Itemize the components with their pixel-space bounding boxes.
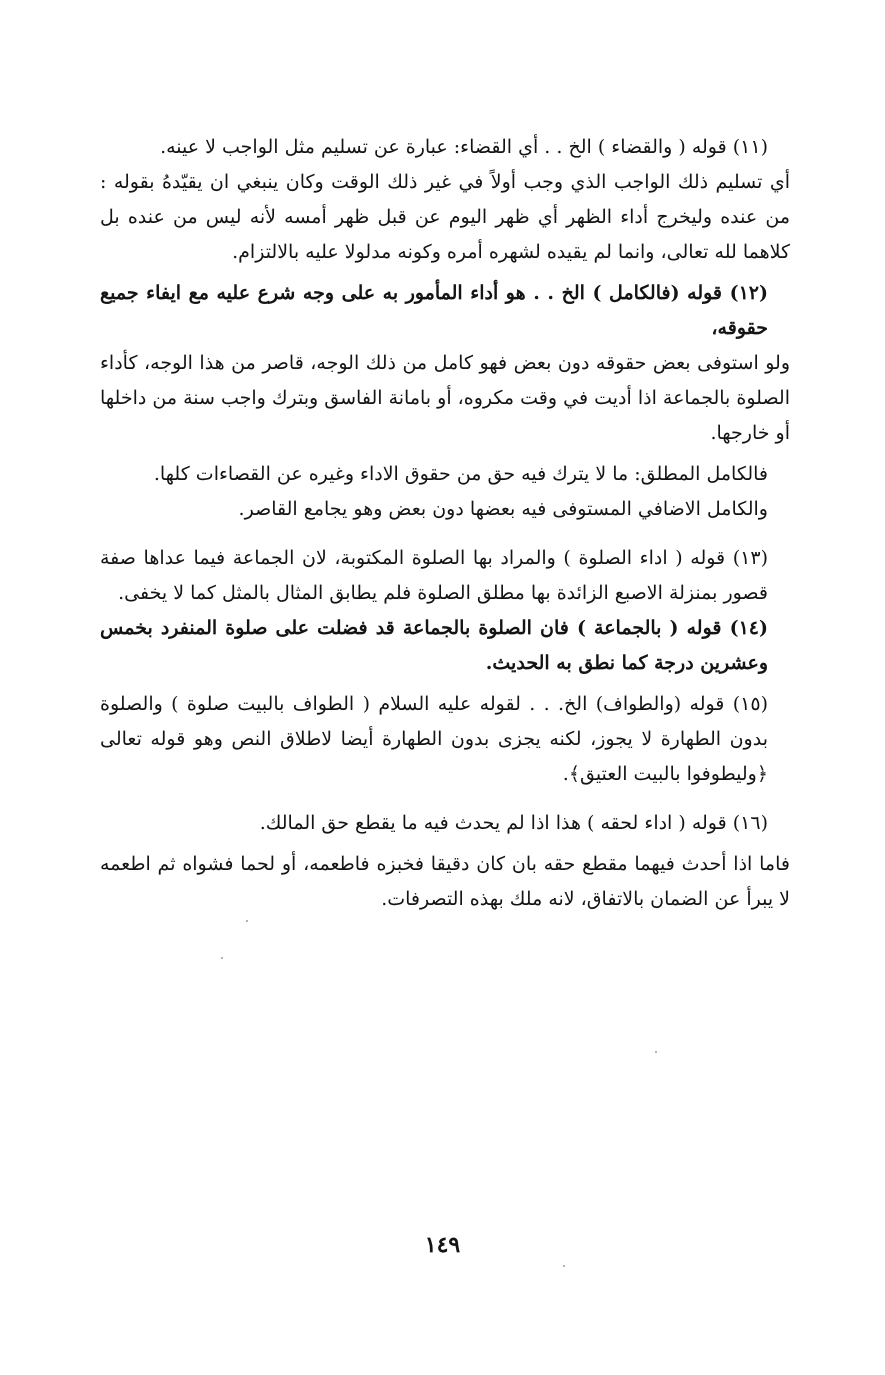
page-body	[100, 130, 790, 917]
paragraph-note-12: (١٢) قوله (فالكامل ) الخ . . هو أداء المأمور به على وجه شرع عليه مع ايفاء جميع حقوقه،	[100, 282, 768, 339]
scan-speck	[246, 920, 248, 922]
paragraph-note-16-body: فاما اذا أحدث فيهما مقطع حقه بان كان دقيقا فخبزه فاطعمه، أو لحما فشواه ثم اطعمه لا يبرأ عن الضمان بالاتفاق، لانه ملك بهذه التصرفات.	[100, 853, 790, 910]
scan-speck	[563, 1265, 565, 1267]
paragraph-note-16: (١٦) قوله ( اداء لحقه ) هذا اذا لم يحدث فيه ما يقطع حق المالك.	[259, 812, 768, 834]
paragraph-note-11: (١١) قوله ( والقضاء ) الخ . . أي القضاء: عبارة عن تسليم مثل الواجب لا عينه.	[160, 136, 768, 158]
paragraph-absolute-perfect: فالكامل المطلق: ما لا يترك فيه حق من حقوق الاداء وغيره عن القصاءات كلها.	[153, 463, 768, 485]
page-number: ١٤٩	[424, 1232, 461, 1258]
paragraph-note-13: (١٣) قوله ( اداء الصلوة ) والمراد بها الصلوة المكتوبة، لان الجماعة فيما عداها صفة قصور بمنزلة الاصبع الزائدة بها مطلق الصلوة فلم يطابق المثال بالمثل كما لا يخفى.	[100, 547, 768, 604]
paragraph-relative-perfect: والكامل الاضافي المستوفى فيه بعضها دون بعض وهو يجامع القاصر.	[238, 498, 768, 520]
scan-speck	[655, 1051, 657, 1053]
paragraph-note-14: (١٤) قوله ( بالجماعة ) فان الصلوة بالجماعة قد فضلت على صلوة المنفرد بخمس وعشرين درجة كما نطق به الحديث.	[100, 617, 768, 674]
scan-speck	[221, 957, 223, 959]
paragraph-note-15: (١٥) قوله (والطواف) الخ. . . لقوله عليه السلام ( الطواف بالبيت صلوة ) والصلوة بدون الطهارة لا يجوز، لكنه يجزى بدون الطهارة أيضا لاطلاق النص وهو قوله تعالى ﴿وليطوفوا بالبيت العتيق﴾.	[100, 693, 768, 785]
paragraph-note-12-body: ولو استوفى بعض حقوقه دون بعض فهو كامل من ذلك الوجه، قاصر من هذا الوجه، كأداء الصلوة بالجماعة اذا أديت في وقت مكروه، أو بامانة الفاسق وبترك واجب سنة من داخلها أو خارجها.	[100, 352, 790, 444]
paragraph-note-11-body: أي تسليم ذلك الواجب الذي وجب أولاً في غير ذلك الوقت وكان ينبغي ان يقيّدهُ بقوله : من عنده وليخرج أداء الظهر أي ظهر اليوم عن قبل ظهر أمسه لأنه ليس من عنده بل كلاهما لله تعالى، وانما لم يقيده لشهره أمره وكونه مدلولا عليه بالالتزام.	[100, 171, 790, 263]
